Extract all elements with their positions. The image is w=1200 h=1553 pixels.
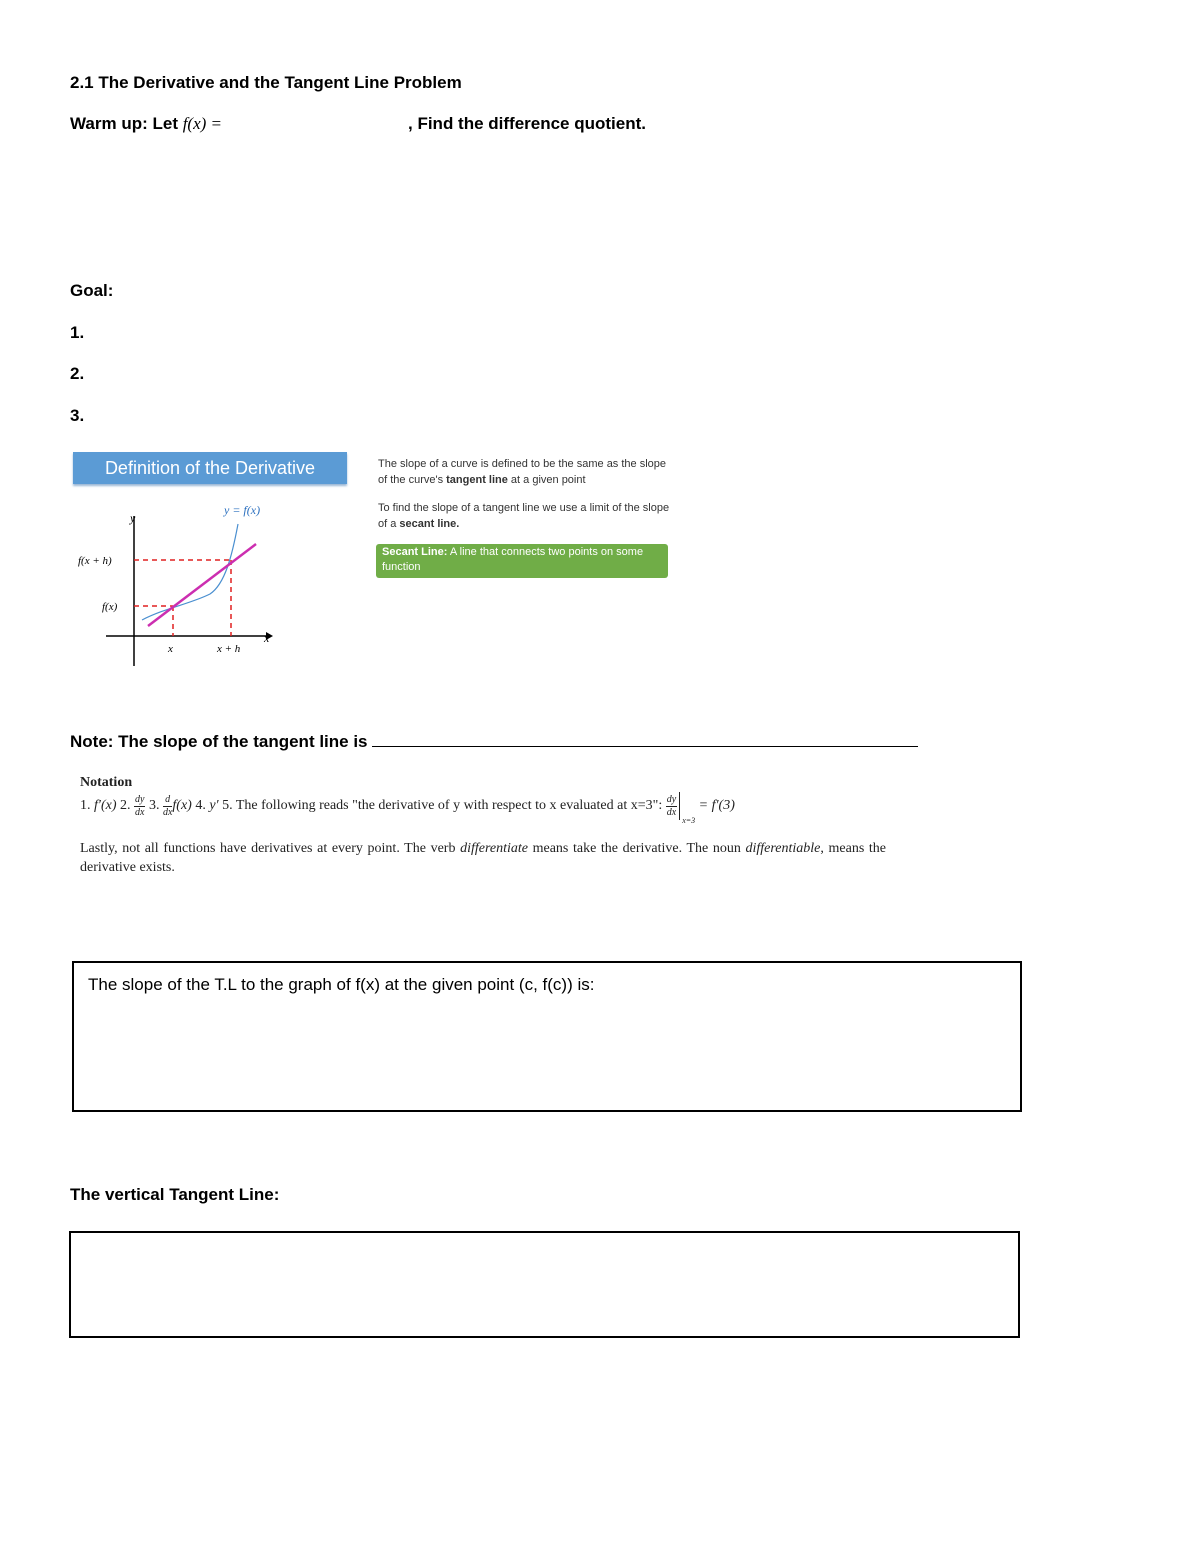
definition-banner: Definition of the Derivative [73, 452, 347, 484]
x-axis-label: x [264, 631, 270, 645]
warmup-suffix: , Find the difference quotient. [408, 114, 646, 133]
notation-lastly: Lastly, not all functions have derivatives at every point. The verb differentiate means take the derivative. The noun differentiable, means the derivative exists. [80, 841, 887, 875]
goal-item-1: 1. [70, 323, 85, 342]
curve-label: y = f(x) [224, 503, 261, 517]
note-text: Note: The slope of the tangent line is [70, 732, 368, 751]
slope-definition-text: The slope of a curve is defined to be the same as the slope of the curve's tangent line at a given point [378, 458, 667, 486]
goal-item-3: 3. [70, 406, 85, 425]
secant-graph [70, 496, 290, 671]
note-blank [372, 732, 918, 747]
warmup-prefix: Warm up: Let [70, 114, 183, 133]
secant-line-definition: Secant Line: A line that connects two points on some function [376, 544, 668, 578]
warmup-function: f(x) = [182, 114, 223, 133]
note-line [70, 732, 918, 752]
tick-xh: x + h [217, 643, 241, 655]
warmup-prompt [70, 114, 222, 134]
tick-x: x [168, 643, 173, 655]
notation-list: 1. f′(x) 2. $\frac{dy}{dx}$ 3. $\frac{d}{dx}$ f(x) 4. y′ 5. The following reads "the derivative of y with respect to x evaluated at x=3": $\frac{dy}{dx}$ $_{x=3}$ = f′(3) [80, 793, 735, 826]
page-title: 2.1 The Derivative and the Tangent Line Problem [70, 73, 462, 92]
label-fxh: f(x + h) [78, 555, 112, 567]
vertical-tangent-label: The vertical Tangent Line: [70, 1185, 280, 1204]
tangent-limit-text: To find the slope of a tangent line we use a limit of the slope of a secant line. [378, 502, 670, 530]
vertical-tangent-box [69, 1231, 1020, 1338]
goal-label: Goal: [70, 281, 114, 300]
tangent-slope-box [72, 961, 1022, 1112]
y-axis-label: y [130, 511, 136, 525]
notation-heading: Notation [80, 775, 133, 790]
goal-item-2: 2. [70, 364, 85, 383]
secant-line [148, 544, 256, 626]
label-fx: f(x) [102, 601, 118, 613]
tangent-slope-text: The slope of the T.L to the graph of f(x) at the given point (c, f(c)) is: [88, 975, 595, 994]
